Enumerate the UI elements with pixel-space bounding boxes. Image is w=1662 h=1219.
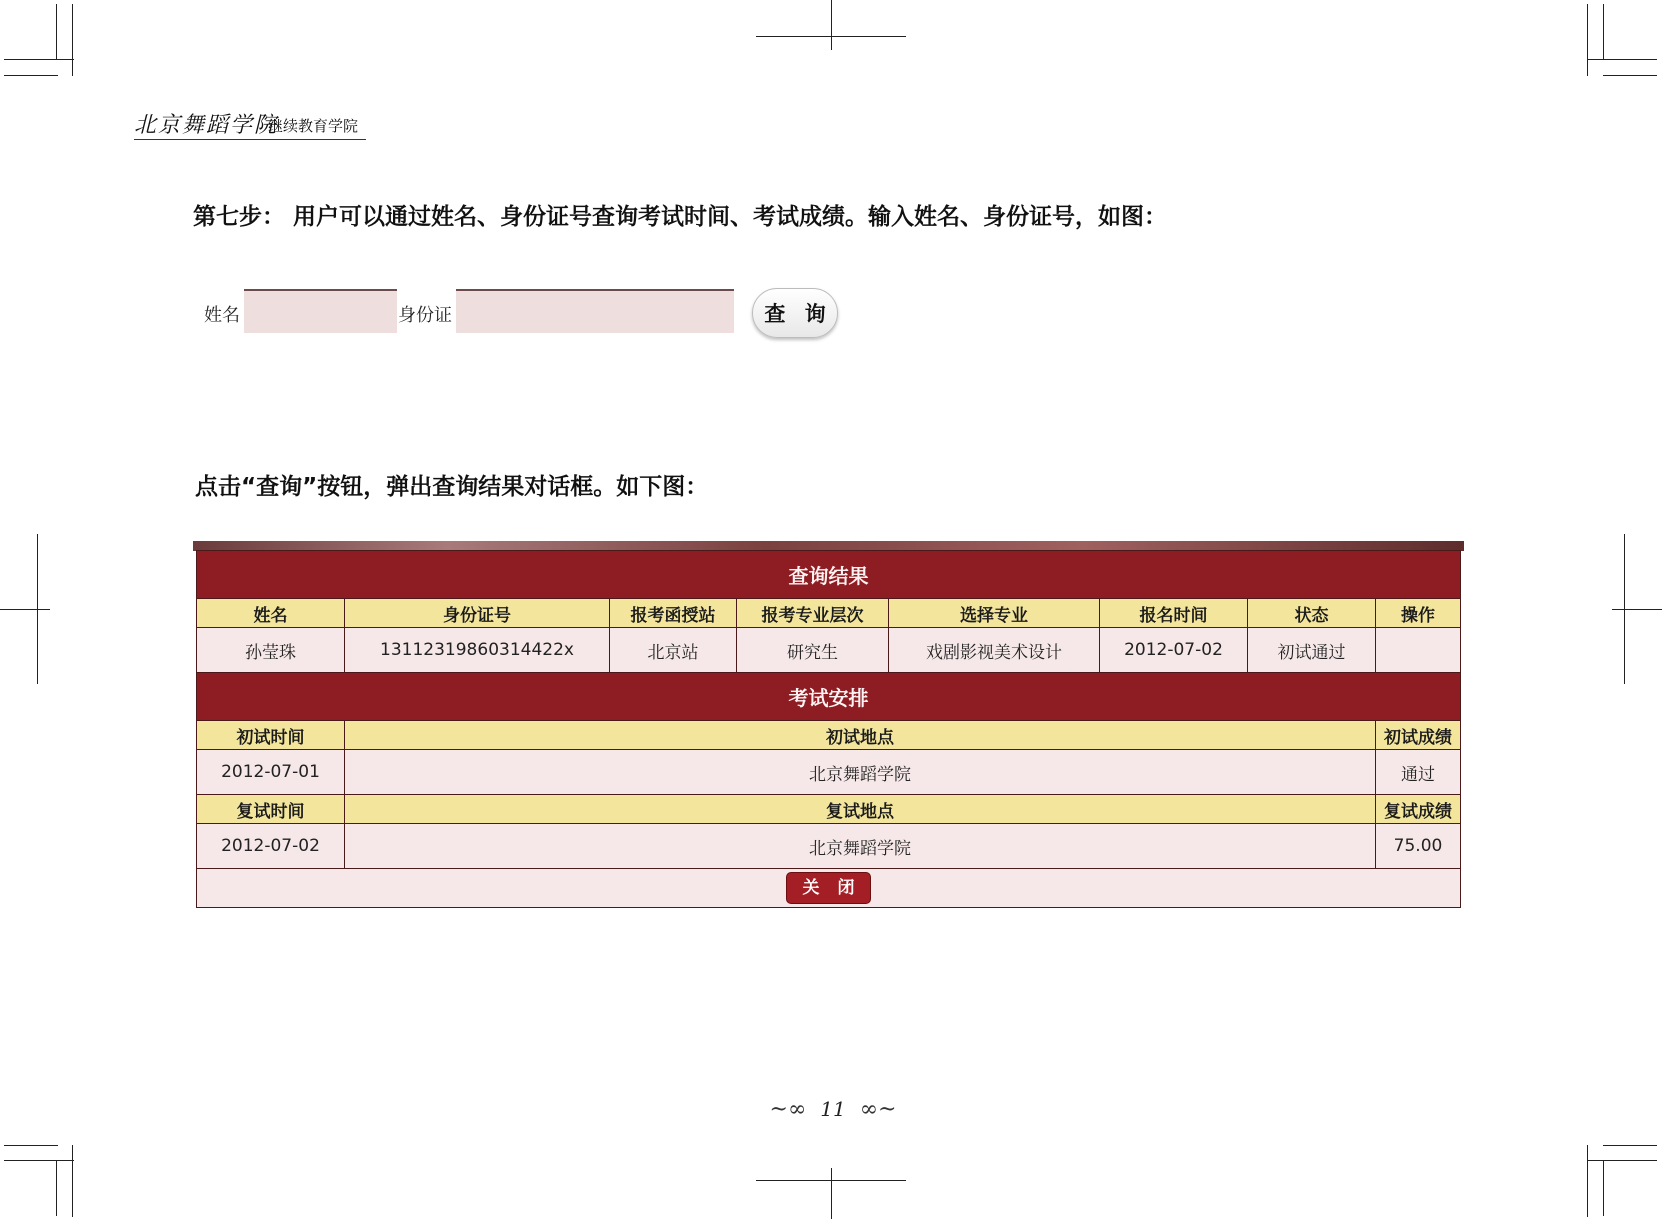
- column-header: 报考函授站: [610, 599, 737, 628]
- cell-major: 戏剧影视美术设计: [889, 628, 1100, 673]
- header-logo: 北京舞蹈学院: [134, 113, 279, 138]
- first-exam-place: 北京舞蹈学院: [345, 750, 1376, 795]
- first-exam-score: 通过: [1376, 750, 1461, 795]
- close-row: [197, 869, 1461, 908]
- crop-mark: [4, 1160, 74, 1161]
- name-input[interactable]: [244, 289, 397, 333]
- crop-mark: [1587, 1160, 1657, 1161]
- first-exam-place-header: 初试地点: [345, 721, 1376, 750]
- header-subtitle: 继续教育学院: [268, 117, 359, 135]
- second-exam-row: [197, 824, 1461, 869]
- second-exam-header-row: [197, 795, 1461, 824]
- exam-schedule-title: 考试安排: [197, 673, 1461, 721]
- crop-mark: [4, 59, 74, 60]
- crop-mark: [1587, 1145, 1588, 1217]
- second-exam-time-header: 复试时间: [197, 795, 345, 824]
- second-exam-place-header: 复试地点: [345, 795, 1376, 824]
- dialog-title: 查询结果: [197, 551, 1461, 599]
- column-header: 操作: [1376, 599, 1461, 628]
- column-header: 身份证号: [345, 599, 610, 628]
- column-header: 报名时间: [1100, 599, 1248, 628]
- cell-level: 研究生: [737, 628, 889, 673]
- registration-mark: [0, 609, 50, 610]
- name-label: 姓名: [204, 305, 240, 326]
- registration-mark: [756, 36, 906, 37]
- second-exam-place: 北京舞蹈学院: [345, 824, 1376, 869]
- registration-mark: [1612, 609, 1662, 610]
- second-exam-score-header: 复试成绩: [1376, 795, 1461, 824]
- crop-mark: [56, 1160, 57, 1216]
- column-header: 选择专业: [889, 599, 1100, 628]
- id-number-input[interactable]: [456, 289, 734, 333]
- cell-name: 孙莹珠: [197, 628, 345, 673]
- cell-status: 初试通过: [1248, 628, 1376, 673]
- table-header-row: [197, 599, 1461, 628]
- crop-mark: [4, 1145, 58, 1146]
- first-exam-time-header: 初试时间: [197, 721, 345, 750]
- column-header: 状态: [1248, 599, 1376, 628]
- crop-mark: [4, 75, 58, 76]
- cell-action[interactable]: [1376, 628, 1461, 673]
- left-ornament-icon: ~∞: [769, 1097, 821, 1122]
- cell-id-number: 13112319860314422x: [345, 628, 610, 673]
- crop-mark: [1587, 59, 1657, 60]
- crop-mark: [1603, 4, 1604, 60]
- first-exam-row: [197, 750, 1461, 795]
- crop-mark: [1603, 1160, 1604, 1216]
- crop-mark: [56, 4, 57, 60]
- click-heading: 点击“查询”按钮，弹出查询结果对话框。如下图：: [195, 474, 709, 500]
- cell-station: 北京站: [610, 628, 737, 673]
- table-row: [197, 628, 1461, 673]
- crop-mark: [72, 1145, 73, 1217]
- header-rule: [134, 139, 366, 140]
- second-exam-score: 75.00: [1376, 824, 1461, 869]
- step-heading: 第七步： 用户可以通过姓名、身份证号查询考试时间、考试成绩。输入姓名、身份证号，如图：: [193, 204, 1168, 230]
- right-ornament-icon: ∞~: [845, 1097, 897, 1122]
- crop-mark: [1603, 75, 1657, 76]
- registration-mark: [756, 1180, 906, 1181]
- cell-apply-date: 2012-07-02: [1100, 628, 1248, 673]
- page-number-text: 11: [820, 1097, 846, 1121]
- crop-mark: [72, 4, 73, 76]
- column-header: 姓名: [197, 599, 345, 628]
- second-exam-time: 2012-07-02: [197, 824, 345, 869]
- crop-mark: [1603, 1145, 1657, 1146]
- first-exam-time: 2012-07-01: [197, 750, 345, 795]
- id-label: 身份证: [398, 305, 452, 326]
- crop-mark: [1587, 4, 1588, 76]
- column-header: 报考专业层次: [737, 599, 889, 628]
- close-button[interactable]: 关 闭: [786, 872, 872, 904]
- query-button[interactable]: 查 询: [752, 288, 838, 338]
- query-result-dialog: [196, 550, 1461, 908]
- page-number: [740, 1097, 926, 1122]
- registration-mark: [831, 1168, 832, 1219]
- registration-mark: [831, 0, 832, 50]
- first-exam-score-header: 初试成绩: [1376, 721, 1461, 750]
- first-exam-header-row: [197, 721, 1461, 750]
